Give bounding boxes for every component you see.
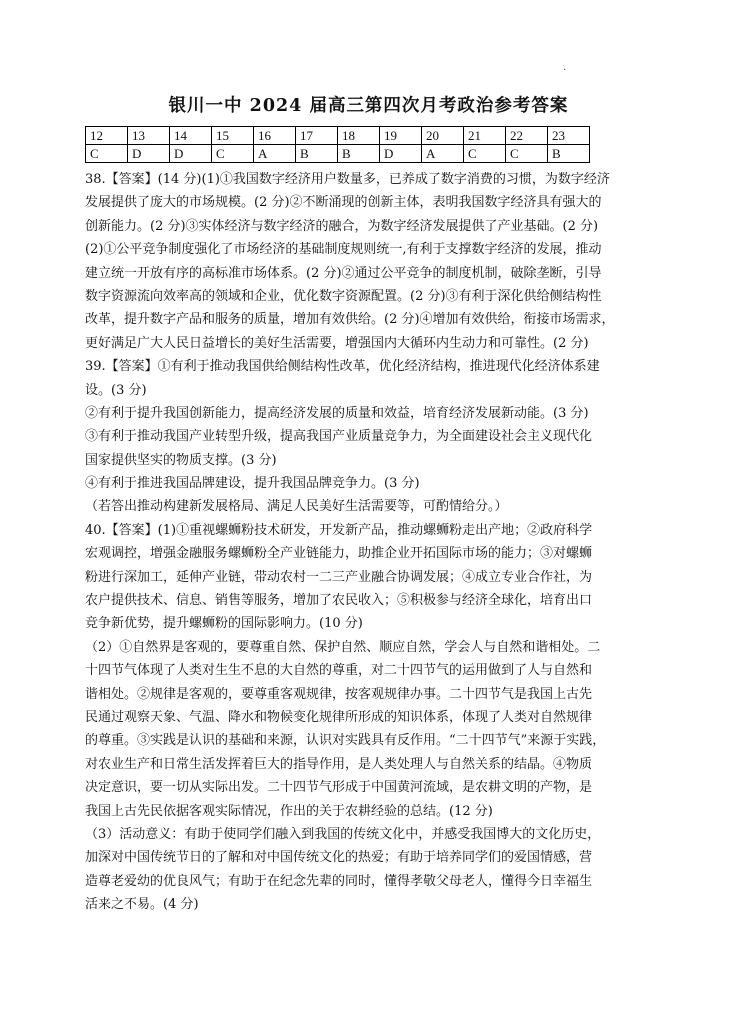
answer-cell: D <box>128 145 170 163</box>
text-line: 更好满足广大人民日益增长的美好生活需要，增强国内大循环内生动力和可靠性。(2 分) <box>85 335 589 351</box>
text-line: 建立统一开放有序的高标准市场体系。(2 分)②通过公平竞争的制度机制，破除垄断，引导 <box>85 265 602 281</box>
question-number-cell: 17 <box>296 127 338 145</box>
text-line: 竞争新优势，提升螺蛳粉的国际影响力。(10 分) <box>85 616 363 632</box>
text-line: 对农业生产和日常生活发挥着巨大的指导作用，是人类处理人与自然关系的结晶。④物质 <box>85 756 593 772</box>
text-line: 民通过观察天象、气温、降水和物候变化规律所形成的知识体系，体现了人类对自然规律 <box>85 709 593 725</box>
text-line: 40.【答案】(1)①重视螺蛳粉技术研发，开发新产品，推动螺蛳粉走出产地；②政府科学 <box>85 522 593 538</box>
question-number-cell: 19 <box>380 127 422 145</box>
text-line: 改革，提升数字产品和服务的质量，增加有效供给。(2 分)④增加有效供给，衔接市场需求， <box>85 312 615 328</box>
answer-cell: B <box>296 145 338 163</box>
text-line: 39.【答案】①有利于推动我国供给侧结构性改革，优化经济结构，推进现代化经济体系建 <box>85 359 600 375</box>
text-line: 决定意识，要一切从实际出发。二十四节气形成于中国黄河流域，是农耕文明的产物，是 <box>85 780 593 796</box>
text-line: 活来之不易。(4 分) <box>85 897 199 913</box>
question-number-cell: 13 <box>128 127 170 145</box>
question-number-cell: 16 <box>254 127 296 145</box>
answer-text-body <box>85 168 645 917</box>
answer-cell: D <box>170 145 212 163</box>
question-number-row <box>86 127 590 145</box>
text-line: 宏观调控，增强金融服务螺蛳粉全产业链能力，助推企业开拓国际市场的能力；③对螺蛳 <box>85 546 593 562</box>
question-number-cell: 15 <box>212 127 254 145</box>
question-number-cell: 23 <box>548 127 590 145</box>
text-line: 38.【答案】(14 分)(1)①我国数字经济用户数量多，已养成了数字消费的习惯，为数字经济 <box>85 172 610 187</box>
text-line: ④有利于推进我国品牌建设，提升我国品牌竞争力。(3 分) <box>85 476 420 492</box>
answer-row <box>86 145 590 163</box>
answer-table <box>85 126 590 163</box>
text-line: 加深对中国传统节日的了解和对中国传统文化的热爱；有助于培养同学们的爱国情感，营 <box>85 850 593 866</box>
text-line: （2）①自然界是客观的，要尊重自然、保护自然、顺应自然，学会人与自然和谐相处。二 <box>85 639 601 655</box>
text-line: ②有利于提升我国创新能力，提高经济发展的质量和效益，培育经济发展新动能。(3 分) <box>85 405 589 421</box>
text-line: ③有利于推动我国产业转型升级，提高我国产业质量竞争力，为全面建设社会主义现代化 <box>85 429 593 445</box>
text-line: 的尊重。③实践是认识的基础和来源，认识对实践具有反作用。“二十四节气”来源于实践， <box>85 733 606 749</box>
question-number-cell: 12 <box>86 127 128 145</box>
answer-cell: A <box>254 145 296 163</box>
question-number-cell: 22 <box>506 127 548 145</box>
question-number-cell: 18 <box>338 127 380 145</box>
text-line: 我国上古先民依据客观实际情况，作出的关于农耕经验的总结。(12 分) <box>85 803 493 819</box>
answer-cell: C <box>506 145 548 163</box>
text-line: 创新能力。(2 分)③实体经济与数字经济的融合，为数字经济发展提供了产业基础。(2 分) <box>85 218 599 234</box>
text-line: （3）活动意义：有助于使同学们融入到我国的传统文化中，并感受我国博大的文化历史， <box>85 826 601 842</box>
answer-cell: B <box>338 145 380 163</box>
text-line: 造尊老爱幼的优良风气；有助于在纪念先辈的同时，懂得孝敬父母老人，懂得今日幸福生 <box>85 873 593 889</box>
page-title: 银川一中 2024 届高三第四次月考政治参考答案 <box>168 96 569 116</box>
answer-cell: B <box>548 145 590 163</box>
answer-cell: C <box>212 145 254 163</box>
answer-cell: D <box>380 145 422 163</box>
text-line: （若答出推动构建新发展格局、满足人民美好生活需要等，可酌情给分。） <box>85 499 508 515</box>
answer-cell: C <box>464 145 506 163</box>
text-line: (2)①公平竞争制度强化了市场经济的基础制度规则统一,有利于支撑数字经济的发展，推动 <box>85 242 602 258</box>
text-line: 谐相处。②规律是客观的，要尊重客观规律，按客观规律办事。二十四节气是我国上古先 <box>85 686 593 702</box>
text-line: 农户提供技术、信息、销售等服务，增加了农民收入；⑤积极参与经济全球化，培育出口 <box>85 593 593 609</box>
answer-cell: C <box>86 145 128 163</box>
text-line: 设。(3 分) <box>85 382 147 398</box>
text-line: 数字资源流向效率高的领域和企业，优化数字资源配置。(2 分)③有利于深化供给侧结构性 <box>85 288 602 304</box>
text-line: 粉进行深加工，延伸产业链，带动农村一二三产业融合协调发展；④成立专业合作社，为 <box>85 569 593 585</box>
question-number-cell: 20 <box>422 127 464 145</box>
text-line: 发展提供了庞大的市场规模。(2 分)②不断涌现的创新主体，表明我国数字经济具有强大的 <box>85 195 602 211</box>
question-number-cell: 14 <box>170 127 212 145</box>
answer-cell: A <box>422 145 464 163</box>
question-number-cell: 21 <box>464 127 506 145</box>
header-dot: . <box>563 62 567 73</box>
text-line: 十四节气体现了人类对生生不息的大自然的尊重，对二十四节气的运用做到了人与自然和 <box>85 663 593 679</box>
text-line: 国家提供坚实的物质支撑。(3 分) <box>85 452 277 468</box>
